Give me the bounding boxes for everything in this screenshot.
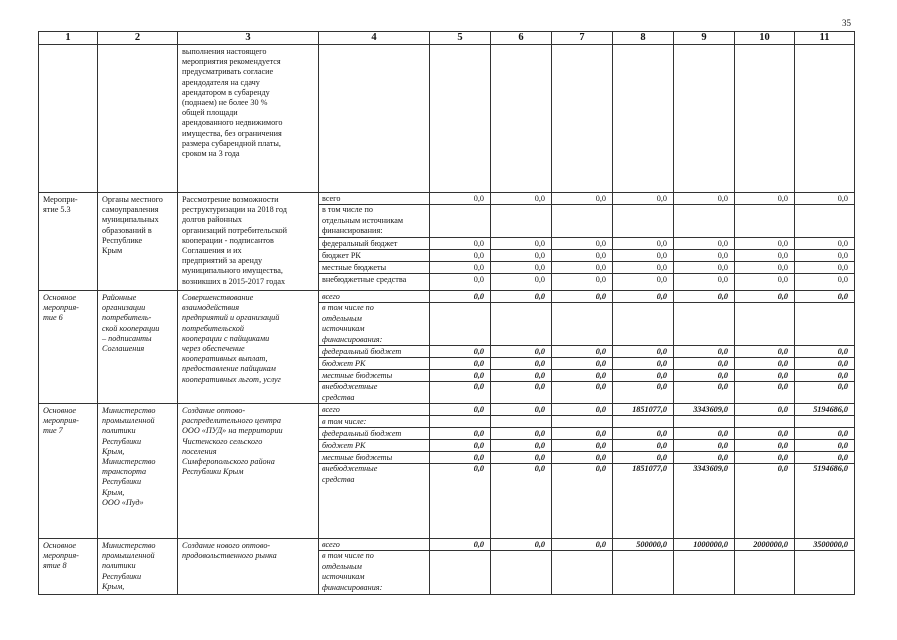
funding-value: 0,0 bbox=[613, 273, 673, 285]
funding-value: 0,0 bbox=[473, 405, 484, 414]
funding-value: 0,0 bbox=[552, 451, 612, 463]
funding-value: 0,0 bbox=[491, 369, 551, 381]
funding-value: 0,0 bbox=[491, 249, 551, 261]
funding-value: 0,0 bbox=[674, 427, 734, 439]
funding-value: 0,0 bbox=[777, 194, 788, 203]
funding-value: 0,0 bbox=[795, 237, 854, 249]
event-description: Рассмотрение возможности реструктуризации на 2018 год долгов районных организаций потребительской кооперации - подписантов Соглашения и их предприятий за аренду муниципального имущества, возникших в 2015-2017 годах bbox=[182, 195, 288, 286]
funding-value bbox=[795, 302, 854, 345]
funding-value: 0,0 bbox=[674, 381, 734, 403]
value-cell-col-9 bbox=[674, 291, 735, 404]
funding-value bbox=[430, 415, 490, 427]
funding-value: 0,0 bbox=[735, 427, 794, 439]
funding-source-cell bbox=[319, 193, 430, 291]
value-cell-col-11 bbox=[795, 291, 855, 404]
value-cell-col-10 bbox=[735, 193, 795, 291]
funding-value bbox=[795, 204, 854, 237]
funding-source-label: бюджет РК bbox=[319, 249, 429, 261]
funding-value: 0,0 bbox=[795, 369, 854, 381]
value-cell-col-9 bbox=[674, 45, 735, 193]
funding-value: 0,0 bbox=[613, 237, 673, 249]
funding-value bbox=[430, 204, 490, 237]
funding-value bbox=[552, 204, 612, 237]
funding-value: 0,0 bbox=[735, 237, 794, 249]
funding-value bbox=[613, 550, 673, 593]
funding-value: 0,0 bbox=[595, 405, 606, 414]
value-cell-col-11 bbox=[795, 45, 855, 193]
funding-value bbox=[674, 204, 734, 237]
header-cell: 6 bbox=[491, 32, 552, 45]
section-row-m6 bbox=[39, 291, 855, 404]
funding-value: 0,0 bbox=[735, 249, 794, 261]
funding-value bbox=[613, 302, 673, 345]
funding-value: 0,0 bbox=[430, 463, 490, 485]
funding-value: 0,0 bbox=[735, 261, 794, 273]
header-cell: 11 bbox=[795, 32, 855, 45]
funding-value: 0,0 bbox=[735, 369, 794, 381]
funding-value: 0,0 bbox=[735, 439, 794, 451]
value-cell-col-8 bbox=[613, 193, 674, 291]
funding-value: 1851077,0 bbox=[632, 405, 667, 414]
funding-value: 0,0 bbox=[717, 194, 728, 203]
funding-value: 0,0 bbox=[795, 261, 854, 273]
funding-value: 0,0 bbox=[674, 439, 734, 451]
value-cell-col-5 bbox=[430, 539, 491, 595]
funding-value bbox=[552, 415, 612, 427]
funding-value bbox=[552, 302, 612, 345]
funding-value: 0,0 bbox=[656, 194, 667, 203]
funding-value bbox=[735, 302, 794, 345]
value-cell-col-11 bbox=[795, 193, 855, 291]
funding-value: 0,0 bbox=[735, 463, 794, 485]
value-cell-col-6 bbox=[491, 193, 552, 291]
funding-value: 0,0 bbox=[430, 369, 490, 381]
funding-value: 0,0 bbox=[552, 381, 612, 403]
funding-value: 0,0 bbox=[837, 292, 848, 301]
funding-value: 0,0 bbox=[674, 345, 734, 357]
funding-value: 0,0 bbox=[430, 439, 490, 451]
header-cell: 5 bbox=[430, 32, 491, 45]
funding-source-label: бюджет РК bbox=[319, 357, 429, 369]
header-cell: 3 bbox=[178, 32, 319, 45]
responsible-executor-cell bbox=[98, 45, 178, 193]
header-cell: 1 bbox=[39, 32, 98, 45]
event-description: Совершенствование взаимодействия предприятий и организаций потребительской кооперации с пайщиками через обеспечение кооперативных выплат, предоставление пайщикам кооперативных льгот, услуг bbox=[182, 293, 281, 384]
funding-value: 0,0 bbox=[795, 439, 854, 451]
funding-value: 0,0 bbox=[552, 369, 612, 381]
funding-value: 0,0 bbox=[430, 345, 490, 357]
responsible-executor: Министерство промышленной политики Республики Крым, bbox=[102, 541, 156, 591]
event-number-cell bbox=[39, 291, 98, 404]
value-cell-col-6 bbox=[491, 291, 552, 404]
funding-value: 0,0 bbox=[735, 451, 794, 463]
funding-value: 0,0 bbox=[491, 381, 551, 403]
funding-value: 0,0 bbox=[491, 345, 551, 357]
funding-source-label: всего bbox=[322, 292, 340, 301]
funding-value: 0,0 bbox=[595, 194, 606, 203]
event-number-cell bbox=[39, 539, 98, 595]
funding-source-label: всего bbox=[322, 405, 340, 414]
value-cell-col-9 bbox=[674, 404, 735, 539]
funding-value bbox=[491, 415, 551, 427]
funding-value: 0,0 bbox=[674, 237, 734, 249]
funding-value bbox=[552, 550, 612, 593]
funding-value: 0,0 bbox=[491, 463, 551, 485]
funding-value: 0,0 bbox=[674, 369, 734, 381]
value-cell-col-11 bbox=[795, 404, 855, 539]
funding-value: 0,0 bbox=[491, 451, 551, 463]
funding-value bbox=[430, 550, 490, 593]
funding-value: 0,0 bbox=[795, 381, 854, 403]
funding-value: 0,0 bbox=[491, 237, 551, 249]
funding-value: 0,0 bbox=[595, 540, 606, 549]
funding-value: 0,0 bbox=[795, 357, 854, 369]
event-number: Основное мероприя- тие 7 bbox=[43, 406, 79, 436]
funding-value: 1000000,0 bbox=[693, 540, 728, 549]
event-number-cell bbox=[39, 193, 98, 291]
funding-value: 0,0 bbox=[735, 357, 794, 369]
funding-source-label: бюджет РК bbox=[319, 439, 429, 451]
funding-source-label: в том числе: bbox=[319, 415, 429, 427]
event-number-cell bbox=[39, 45, 98, 193]
funding-value: 0,0 bbox=[552, 357, 612, 369]
funding-value: 1851077,0 bbox=[613, 463, 673, 485]
value-cell-col-7 bbox=[552, 404, 613, 539]
funding-value: 0,0 bbox=[430, 451, 490, 463]
event-description-cell bbox=[178, 45, 319, 193]
funding-source-cell bbox=[319, 404, 430, 539]
funding-value: 0,0 bbox=[795, 345, 854, 357]
funding-value: 0,0 bbox=[777, 292, 788, 301]
funding-value: 0,0 bbox=[473, 292, 484, 301]
event-number bbox=[39, 45, 97, 47]
responsible-executor: Районные организации потребитель- ской кооперации – подписанты Соглашения bbox=[102, 293, 160, 354]
value-cell-col-10 bbox=[735, 291, 795, 404]
value-cell-col-8 bbox=[613, 404, 674, 539]
funding-source-label: всего bbox=[322, 194, 341, 203]
funding-value: 0,0 bbox=[430, 427, 490, 439]
value-cell-col-9 bbox=[674, 539, 735, 595]
funding-value: 0,0 bbox=[552, 463, 612, 485]
event-description: выполнения настоящего мероприятия рекомендуется предусматривать согласие арендодателя на сдачу арендатором в субаренду (поднаем) не более 30 % общей площади арендованного недвижимого имущества, без ограничения размера субарендной платы, сроком на 3 года bbox=[182, 47, 283, 159]
funding-value: 0,0 bbox=[595, 292, 606, 301]
funding-value: 0,0 bbox=[674, 357, 734, 369]
funding-value: 0,0 bbox=[430, 273, 490, 285]
responsible-executor-cell bbox=[98, 404, 178, 539]
funding-value: 0,0 bbox=[473, 194, 484, 203]
value-cell-col-8 bbox=[613, 539, 674, 595]
value-cell-col-7 bbox=[552, 45, 613, 193]
value-cell-col-10 bbox=[735, 45, 795, 193]
value-cell-col-6 bbox=[491, 45, 552, 193]
responsible-executor-cell bbox=[98, 193, 178, 291]
funding-value: 0,0 bbox=[795, 451, 854, 463]
funding-source-cell bbox=[319, 45, 430, 193]
funding-source-label: в том числе по отдельным источникам финансирования: bbox=[319, 302, 429, 345]
funding-value bbox=[735, 550, 794, 593]
funding-value bbox=[613, 415, 673, 427]
value-cell-col-5 bbox=[430, 404, 491, 539]
responsible-executor: Министерство промышленной политики Республики Крым, Министерство транспорта Республики Крым, ООО «Пуд» bbox=[102, 406, 156, 507]
funding-value bbox=[430, 302, 490, 345]
header-cell: 7 bbox=[552, 32, 613, 45]
funding-value: 0,0 bbox=[674, 273, 734, 285]
funding-value: 0,0 bbox=[552, 261, 612, 273]
funding-value: 0,0 bbox=[613, 451, 673, 463]
responsible-executor-cell bbox=[98, 539, 178, 595]
funding-value: 0,0 bbox=[674, 451, 734, 463]
responsible-executor: Органы местного самоуправления муниципальных образований в Республике Крым bbox=[102, 195, 163, 256]
funding-value: 0,0 bbox=[837, 194, 848, 203]
funding-value: 0,0 bbox=[473, 540, 484, 549]
funding-source-label: внебюджетные средства bbox=[319, 381, 429, 403]
funding-value bbox=[674, 550, 734, 593]
funding-value bbox=[674, 415, 734, 427]
event-description-cell bbox=[178, 539, 319, 595]
value-cell-col-7 bbox=[552, 291, 613, 404]
funding-value: 0,0 bbox=[795, 427, 854, 439]
funding-value: 0,0 bbox=[534, 405, 545, 414]
event-number: Основное мероприя- тие 6 bbox=[43, 293, 79, 323]
funding-source-cell bbox=[319, 291, 430, 404]
funding-value: 0,0 bbox=[491, 357, 551, 369]
funding-value bbox=[674, 302, 734, 345]
funding-value: 0,0 bbox=[491, 261, 551, 273]
funding-source-label: местные бюджеты bbox=[319, 261, 429, 273]
value-cell-col-9 bbox=[674, 193, 735, 291]
value-cell-col-6 bbox=[491, 404, 552, 539]
funding-value: 0,0 bbox=[735, 381, 794, 403]
funding-value bbox=[735, 204, 794, 237]
funding-source-cell bbox=[319, 539, 430, 595]
header-row bbox=[39, 32, 855, 45]
event-number: Основное мероприя- ятие 8 bbox=[43, 541, 79, 571]
section-row-m8 bbox=[39, 539, 855, 595]
funding-source-label: федеральный бюджет bbox=[319, 345, 429, 357]
funding-value: 5194686,0 bbox=[813, 405, 848, 414]
funding-value: 0,0 bbox=[534, 292, 545, 301]
funding-source-label: внебюджетные средства bbox=[319, 463, 429, 485]
funding-source-label: федеральный бюджет bbox=[319, 427, 429, 439]
funding-value: 0,0 bbox=[613, 427, 673, 439]
event-description: Создание оптово- распределительного центра ООО «ПУД» на территории Чистенского сельского поселения Симферопольского района Республики Крым bbox=[182, 406, 283, 477]
funding-value: 0,0 bbox=[613, 261, 673, 273]
section-row-m53 bbox=[39, 193, 855, 291]
funding-value: 5194686,0 bbox=[795, 463, 854, 485]
funding-value bbox=[613, 204, 673, 237]
value-cell-col-8 bbox=[613, 45, 674, 193]
value-cell-col-5 bbox=[430, 45, 491, 193]
section-row-cont bbox=[39, 45, 855, 193]
funding-value bbox=[491, 204, 551, 237]
value-cell-col-10 bbox=[735, 539, 795, 595]
funding-value: 0,0 bbox=[613, 381, 673, 403]
funding-value: 0,0 bbox=[656, 292, 667, 301]
event-number-cell bbox=[39, 404, 98, 539]
funding-value bbox=[491, 550, 551, 593]
funding-value: 0,0 bbox=[552, 427, 612, 439]
funding-value bbox=[491, 302, 551, 345]
funding-value: 3343609,0 bbox=[693, 405, 728, 414]
header-cell: 9 bbox=[674, 32, 735, 45]
funding-value: 0,0 bbox=[430, 237, 490, 249]
value-cell-col-5 bbox=[430, 291, 491, 404]
funding-value: 0,0 bbox=[552, 439, 612, 451]
header-cell: 4 bbox=[319, 32, 430, 45]
funding-value bbox=[795, 415, 854, 427]
funding-value: 0,0 bbox=[777, 405, 788, 414]
funding-value: 0,0 bbox=[552, 249, 612, 261]
funding-value: 0,0 bbox=[430, 381, 490, 403]
funding-value: 500000,0 bbox=[636, 540, 667, 549]
value-cell-col-10 bbox=[735, 404, 795, 539]
funding-value: 0,0 bbox=[795, 273, 854, 285]
funding-value: 0,0 bbox=[552, 345, 612, 357]
funding-value: 0,0 bbox=[430, 261, 490, 273]
funding-source-label: федеральный бюджет bbox=[319, 237, 429, 249]
funding-source-label: местные бюджеты bbox=[319, 451, 429, 463]
value-cell-col-7 bbox=[552, 193, 613, 291]
header-cell: 8 bbox=[613, 32, 674, 45]
value-cell-col-8 bbox=[613, 291, 674, 404]
header-cell: 2 bbox=[98, 32, 178, 45]
event-description-cell bbox=[178, 291, 319, 404]
value-cell-col-7 bbox=[552, 539, 613, 595]
funding-value: 0,0 bbox=[534, 194, 545, 203]
event-number: Меропри- ятие 5.3 bbox=[43, 195, 78, 215]
funding-source-label: местные бюджеты bbox=[319, 369, 429, 381]
event-description-cell bbox=[178, 404, 319, 539]
page-number: 35 bbox=[842, 18, 851, 28]
funding-source-label: в том числе по отдельным источникам финансирования: bbox=[319, 550, 429, 593]
program-table bbox=[38, 31, 855, 595]
section-row-m7 bbox=[39, 404, 855, 539]
value-cell-col-6 bbox=[491, 539, 552, 595]
funding-value: 0,0 bbox=[613, 439, 673, 451]
funding-value: 0,0 bbox=[430, 357, 490, 369]
funding-value: 0,0 bbox=[491, 439, 551, 451]
event-description: Создание нового оптово- продовольственного рынка bbox=[182, 541, 277, 561]
funding-source-label: внебюджетные средства bbox=[319, 273, 429, 285]
funding-value: 2000000,0 bbox=[753, 540, 788, 549]
funding-value bbox=[735, 415, 794, 427]
funding-value: 0,0 bbox=[735, 345, 794, 357]
funding-value bbox=[795, 550, 854, 593]
funding-value: 0,0 bbox=[613, 249, 673, 261]
funding-value: 0,0 bbox=[613, 369, 673, 381]
funding-value: 3500000,0 bbox=[813, 540, 848, 549]
funding-value: 0,0 bbox=[735, 273, 794, 285]
funding-value: 0,0 bbox=[613, 345, 673, 357]
responsible-executor-cell bbox=[98, 291, 178, 404]
value-cell-col-11 bbox=[795, 539, 855, 595]
funding-value: 0,0 bbox=[552, 237, 612, 249]
funding-value: 0,0 bbox=[552, 273, 612, 285]
event-description-cell bbox=[178, 193, 319, 291]
funding-value: 0,0 bbox=[613, 357, 673, 369]
funding-value: 0,0 bbox=[717, 292, 728, 301]
funding-value: 3343609,0 bbox=[674, 463, 734, 485]
funding-value: 0,0 bbox=[795, 249, 854, 261]
value-cell-col-5 bbox=[430, 193, 491, 291]
responsible-executor bbox=[98, 45, 177, 47]
funding-value: 0,0 bbox=[491, 273, 551, 285]
funding-value: 0,0 bbox=[674, 261, 734, 273]
funding-value: 0,0 bbox=[491, 427, 551, 439]
funding-source-label: в том числе по отдельным источникам финансирования: bbox=[319, 204, 429, 237]
header-cell: 10 bbox=[735, 32, 795, 45]
funding-value: 0,0 bbox=[430, 249, 490, 261]
funding-value: 0,0 bbox=[534, 540, 545, 549]
funding-value: 0,0 bbox=[674, 249, 734, 261]
funding-source-label: всего bbox=[322, 540, 340, 549]
